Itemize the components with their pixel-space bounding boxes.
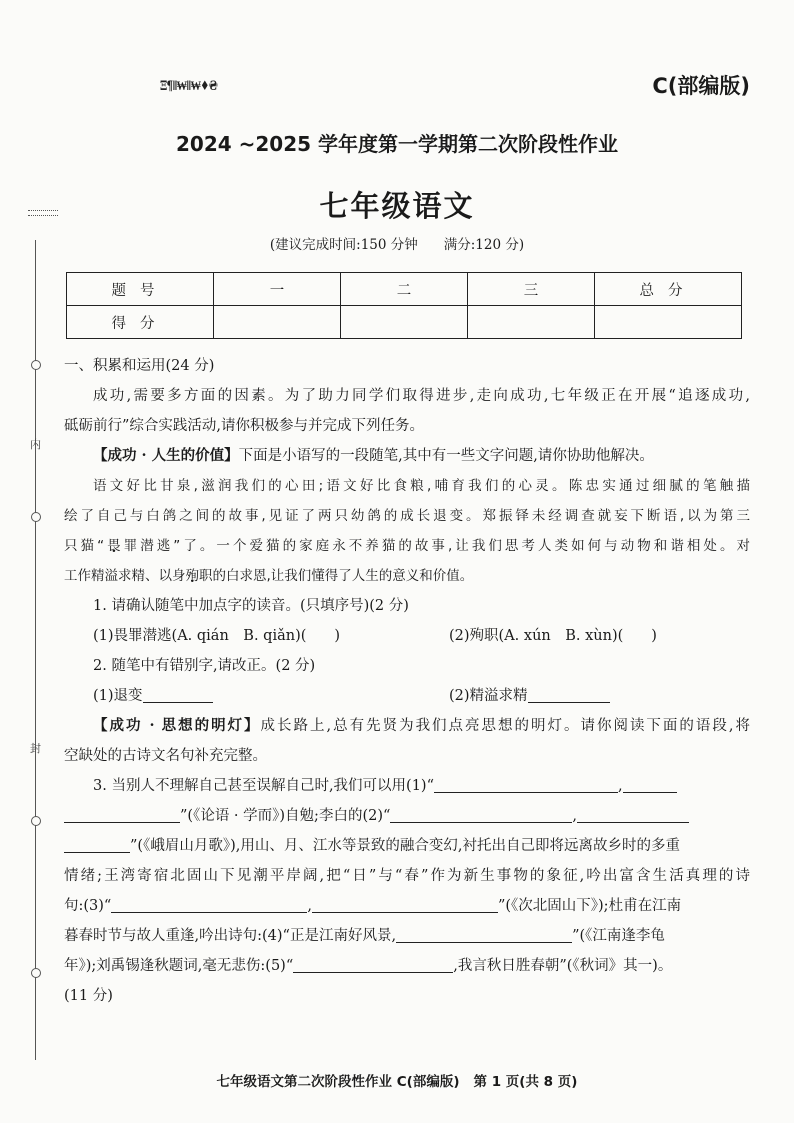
q3-blank-3b[interactable] [312,896,498,913]
q1-paren-close: ) [334,628,341,644]
q2-answer-2[interactable] [528,686,610,703]
section-1 [64,351,750,1011]
question-1-options [64,621,750,651]
q3-text: 暮春时节与故人重逢,吟出诗句:(4)“正是江南好风景, [64,928,397,944]
time-score-note [0,233,794,253]
margin-tick-mark [28,210,58,216]
score-table-cell: 二 [341,273,468,306]
question-3-line-3 [64,831,750,861]
score-input-cell[interactable] [468,306,595,339]
question-3-line-6 [64,921,750,951]
q2-item-2: (2)精溢求精 [449,688,528,704]
essay-text: 只猫“ [64,538,105,554]
suggested-time: (建议完成时间:150 分钟 [269,237,418,253]
essay-line-4 [64,561,750,591]
q3-blank-2c[interactable] [64,836,130,853]
q3-blank-2b[interactable] [577,806,689,823]
score-table-cell: 三 [468,273,595,306]
score-input-cell[interactable] [214,306,341,339]
task-2-tag: 【成功 · 思想的明灯】 [93,717,261,734]
score-input-cell[interactable] [341,306,468,339]
question-3-line-1 [64,771,750,801]
q1-option-2-wrap [449,621,657,651]
exam-subtitle: 2024 ~2025 学年度第一学期第二次阶段性作业 [175,132,618,156]
score-input-cell[interactable] [595,306,742,339]
section-heading: 一、积累和运用(24 分) [64,358,215,374]
score-table-cell: 一 [214,273,341,306]
q3-blank-3a[interactable] [111,896,307,913]
q3-text: , [572,808,577,824]
task-2-instruction-cont: 空缺处的古诗文名句补充完整。 [64,748,267,764]
question-3-line-5 [64,891,750,921]
binding-hole [31,512,41,522]
dotted-char: 殉 [185,568,199,584]
question-3-line-4: 情绪;王湾寄宿北固山下见潮平岸阔,把“日”与“春”作为新生事物的象征,吟出富含生活真理的诗 [64,868,750,884]
question-2-stem: 2. 随笔中有错别字,请改正。(2 分) [93,658,316,674]
q1-paren-close: ) [651,628,657,644]
q1-option-2: (2)殉职(A. xún B. xùn)( [449,628,624,644]
margin-glyph-seal: 封 [30,742,41,755]
q3-blank-1c[interactable] [64,806,180,823]
margin-glyph-inner: 内 [30,438,41,451]
q3-text: ”(《峨眉山月歌》),用山、月、江水等景致的融合变幻,衬托出自己即将远离故乡时的多重 [130,838,680,854]
q3-text: ”(《江南逢李龟 [572,928,665,944]
q3-blank-4[interactable] [396,926,572,943]
q3-text: ,我言秋日胜春朝”(《秋词》其一)。 [453,958,673,974]
score-table-cell: 总分 [595,273,742,306]
q3-text: 年》);刘禹锡逢秋题词,毫无悲伤:(5)“ [64,958,294,974]
q3-blank-1b[interactable] [623,776,677,793]
task-1-instruction [64,441,750,471]
question-3-points: (11 分) [64,988,113,1004]
dotted-char: 畏 [104,538,124,554]
binding-hole [31,968,41,978]
footer-page-info: 第 1 页(共 8 页) [473,1074,578,1090]
full-score: 满分:120 分) [443,237,525,253]
task-1-tag: 【成功 · 人生的价值】 [93,447,239,464]
intro-line-2: 砥砺前行”综合实践活动,请你积极参与并完成下列任务。 [64,418,425,434]
q3-blank-5[interactable] [293,956,453,973]
q3-text: ”(《次北固山下》);杜甫在江南 [497,898,682,914]
q3-text: , [307,898,312,914]
question-1-stem: 1. 请确认随笔中加点字的读音。(只填序号)(2 分) [93,598,409,614]
q3-blank-2a[interactable] [390,806,572,823]
intro-line-1: 成功,需要多方面的因素。为了助力同学们取得进步,走向成功,七年级正在开展“追逐成功, [93,388,750,404]
essay-line-3 [64,531,750,561]
q2-item-1: (1)退变 [93,688,143,704]
binding-hole [31,816,41,826]
essay-line-1: 语文好比甘泉,滋润我们的心田;语文好比食粮,哺育我们的心灵。陈忠实通过细腻的笔触描 [93,478,750,494]
essay-line-2: 绘了自己与白鸽之间的故事,见证了两只幼鸽的成长退变。郑振铎未经调查就妄下断语,以为第三 [64,508,750,524]
score-table [66,272,742,339]
essay-text: 罪潜逃”了。一个爱猫的家庭永不养猫的故事,让我们思考人类如何与动物和谐相处。对 [123,538,750,554]
q2-item-2-wrap [449,681,610,711]
question-2-items [64,681,750,711]
edition-label: C(部编版) [652,74,750,98]
essay-text: 职的白求恩,让我们懂得了人生的意义和价值。 [199,568,474,584]
question-3-line-7 [64,951,750,981]
task-1-text: 下面是小语写的一段随笔,其中有一些文字问题,请你协助他解决。 [238,448,654,464]
q3-text: 句:(3)“ [64,898,112,914]
q1-option-1: (1)畏罪潜逃(A. qián B. qiǎn)( [93,628,307,644]
corner-mark: Ξ¶ǁ₩ǁ₩♦₴ [160,79,218,94]
question-3-line-2 [64,801,750,831]
score-row-label: 得分 [67,306,214,339]
task-2-instruction [64,711,750,741]
score-table-header-row [67,273,742,306]
footer-doc-name: 七年级语文第二次阶段性作业 C(部编版) [216,1074,460,1090]
q3-text: , [618,778,623,794]
exam-title: 七年级语文 [319,189,475,223]
page-footer [0,1070,794,1090]
q3-blank-1a[interactable] [434,776,618,793]
score-table-score-row [67,306,742,339]
q3-text: ”(《论语 · 学而》)自勉;李白的(2)“ [180,808,391,824]
score-table-cell: 题号 [67,273,214,306]
task-2-text: 成长路上,总有先贤为我们点亮思想的明灯。请你阅读下面的语段,将 [260,718,750,734]
q2-answer-1[interactable] [143,686,213,703]
q3-text: 3. 当别人不理解自己甚至误解自己时,我们可以用(1)“ [93,778,435,794]
essay-text: 工作精溢求精、以身 [64,568,186,584]
binding-hole [31,360,41,370]
